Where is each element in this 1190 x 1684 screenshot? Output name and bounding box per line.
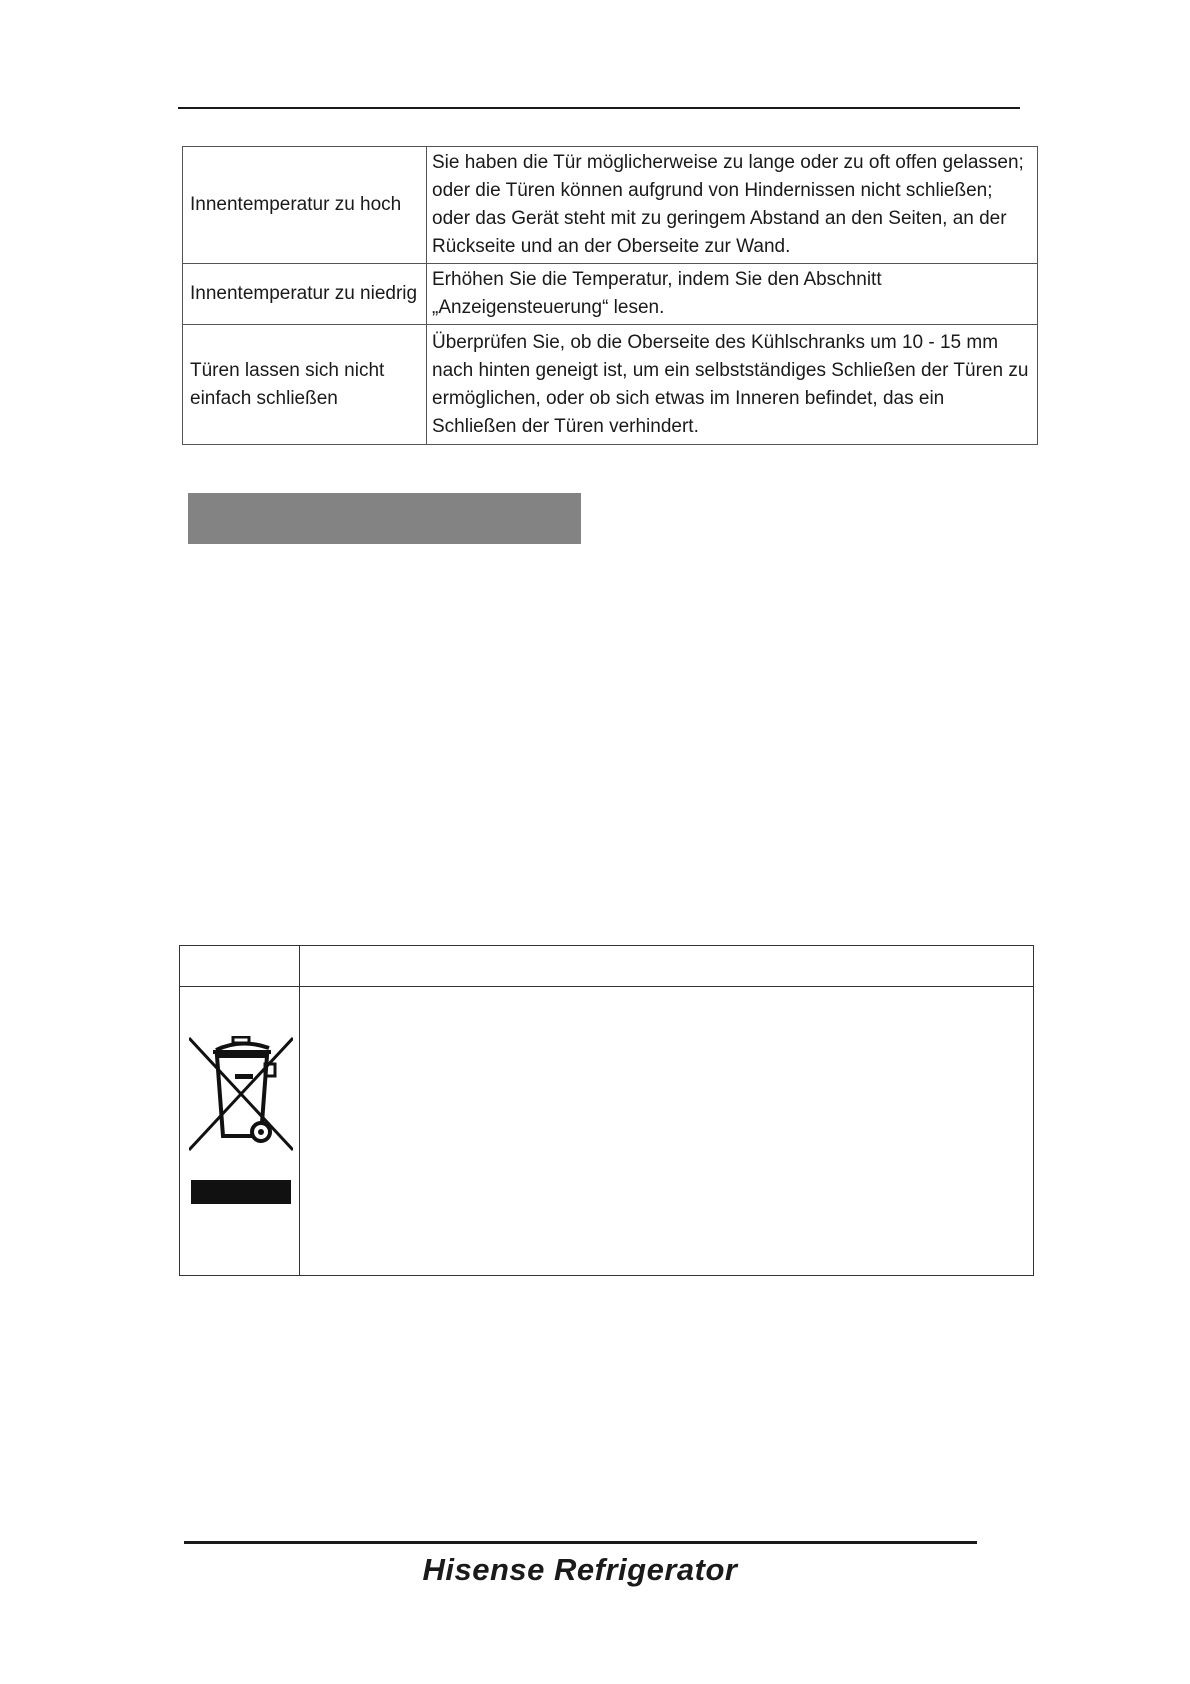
troubleshooting-table — [182, 146, 1038, 445]
section-heading-bar — [188, 493, 581, 544]
header-cell — [180, 946, 300, 987]
crossed-out-wheelie-bin-icon — [189, 1036, 293, 1204]
problem-cell: Türen lassen sich nicht einfach schließen — [183, 325, 427, 445]
solution-cell: Erhöhen Sie die Temperatur, indem Sie den Abschnitt „Anzeigensteuerung“ lesen. — [427, 264, 1038, 325]
header-rule — [178, 107, 1020, 109]
table-row — [183, 264, 1038, 325]
problem-cell: Innentemperatur zu hoch — [183, 147, 427, 264]
disposal-table — [179, 945, 1034, 1276]
problem-cell: Innentemperatur zu niedrig — [183, 264, 427, 325]
solution-cell: Sie haben die Tür möglicherweise zu lange oder zu oft offen gelassen; oder die Türen können aufgrund von Hindernissen nicht schließen; oder das Gerät steht mit zu geringem Abstand an den Seiten, an der Rückseite und an der Oberseite zur Wand. — [427, 147, 1038, 264]
brand-logo: Hisense Refrigerator — [422, 1552, 738, 1587]
text-cell — [300, 987, 1034, 1276]
table-row — [180, 987, 1034, 1276]
solution-cell: Überprüfen Sie, ob die Oberseite des Kühlschranks um 10 - 15 mm nach hinten geneigt ist, um ein selbstständiges Schließen der Türen zu ermöglichen, oder ob sich etwas im Inneren befindet, das ein Schließen der Türen verhindert. — [427, 325, 1038, 445]
header-cell — [300, 946, 1034, 987]
table-row — [183, 147, 1038, 264]
table-row — [183, 325, 1038, 445]
footer-rule — [184, 1541, 977, 1544]
table-row — [180, 946, 1034, 987]
